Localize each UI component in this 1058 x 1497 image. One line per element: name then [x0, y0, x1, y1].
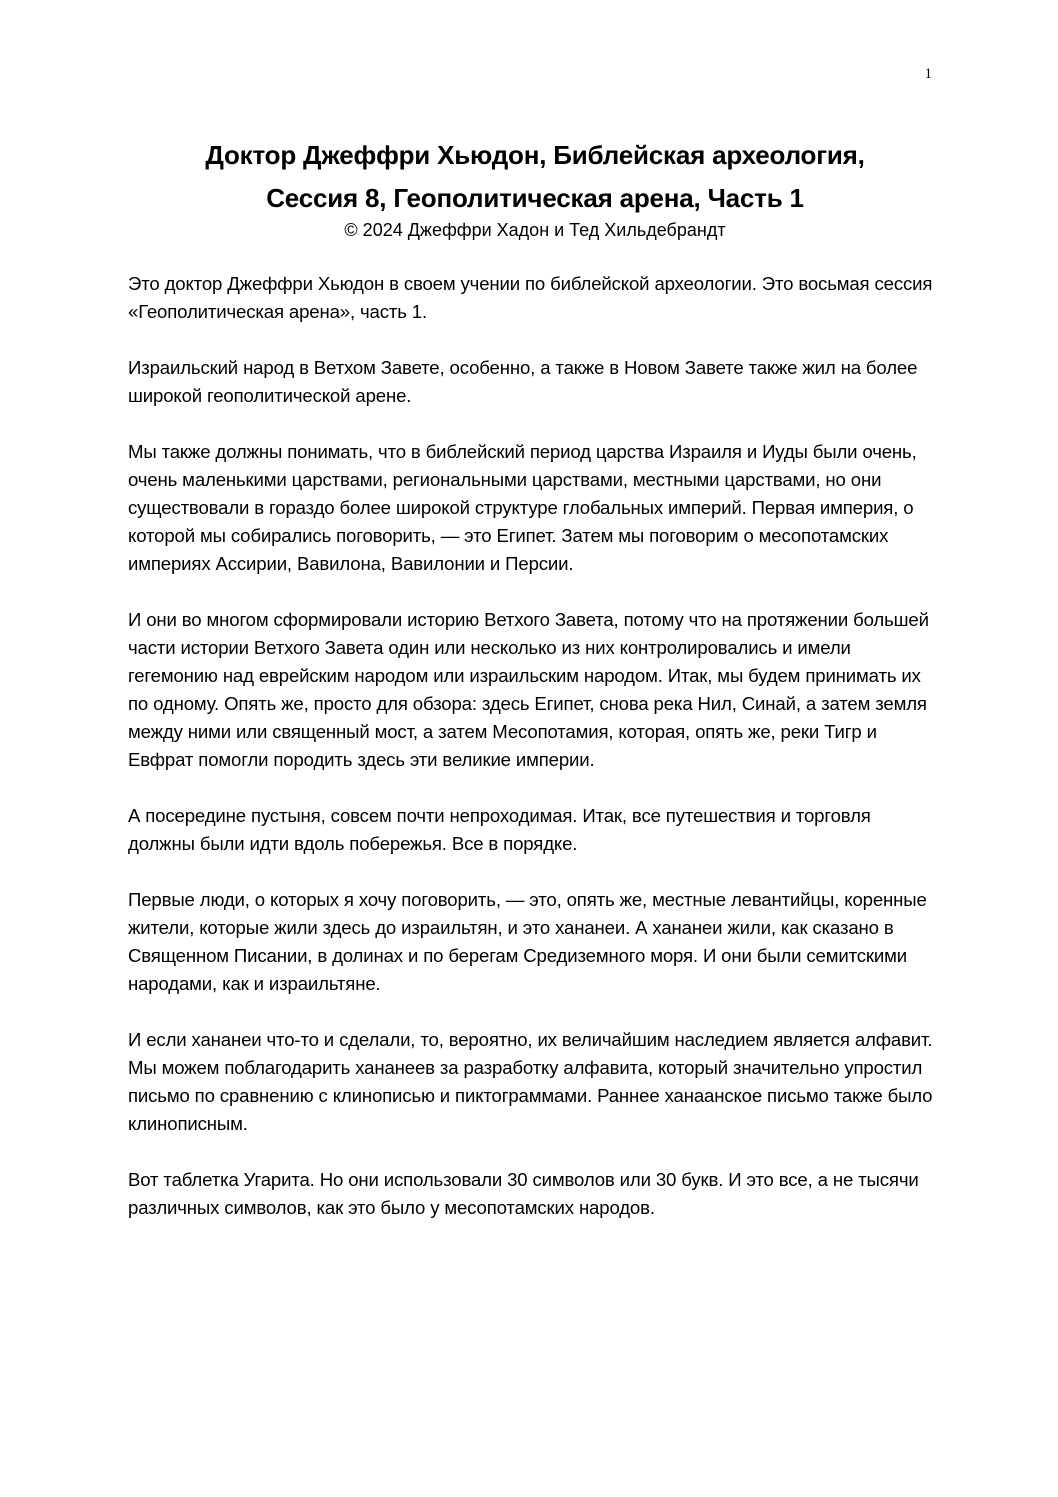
paragraph: И если хананеи что-то и сделали, то, вероятно, их величайшим наследием является алфавит. Мы можем поблагодарить хананеев за разработку алфавита, который значительно упростил письмо по сравнению с клинописью и пиктограммами. Раннее ханаанское письмо также было клинописным.: [128, 1029, 933, 1134]
title-line-2: Сессия 8, Геополитическая арена, Часть 1: [266, 183, 804, 213]
page-number: 1: [924, 66, 932, 82]
document-title: [110, 134, 960, 220]
document-body: [128, 270, 936, 1250]
paragraph: Это доктор Джеффри Хьюдон в своем учении по библейской археологии. Это восьмая сессия «Геополитическая арена», часть 1.: [128, 273, 933, 322]
document-header: [110, 134, 960, 244]
paragraph: Вот таблетка Угарита. Но они использовали 30 символов или 30 букв. И это все, а не тысячи различных символов, как это было у месопотамских народов.: [128, 1169, 919, 1218]
title-line-1: Доктор Джеффри Хьюдон, Библейская археология,: [205, 140, 865, 170]
paragraph: Израильский народ в Ветхом Завете, особенно, а также в Новом Завете также жил на более широкой геополитической арене.: [128, 357, 918, 406]
paragraph: Мы также должны понимать, что в библейский период царства Израиля и Иуды были очень, очень маленькими царствами, региональными царствами, местными царствами, но они существовали в гораздо более широкой структуре глобальных империй. Первая империя, о которой мы собирались поговорить, — это Египет. Затем мы поговорим о месопотамских империях Ассирии, Вавилона, Вавилонии и Персии.: [128, 441, 917, 574]
paragraph: Первые люди, о которых я хочу поговорить, — это, опять же, местные левантийцы, коренные жители, которые жили здесь до израильтян, и это хананеи. А хананеи жили, как сказано в Священном Писании, в долинах и по берегам Средиземного моря. И они были семитскими народами, как и израильтяне.: [128, 889, 927, 994]
paragraph: И они во многом сформировали историю Ветхого Завета, потому что на протяжении большей части истории Ветхого Завета один или несколько из них контролировались и имели гегемонию над еврейским народом или израильским народом. Итак, мы будем принимать их по одному. Опять же, просто для обзора: здесь Египет, снова река Нил, Синай, а затем земля между ними или священный мост, а затем Месопотамия, которая, опять же, реки Тигр и Евфрат помогли породить здесь эти великие империи.: [128, 609, 929, 770]
paragraph: А посередине пустыня, совсем почти непроходимая. Итак, все путешествия и торговля должны были идти вдоль побережья. Все в порядке.: [128, 805, 871, 854]
copyright-notice: © 2024 Джеффри Хадон и Тед Хильдебрандт: [344, 220, 726, 240]
